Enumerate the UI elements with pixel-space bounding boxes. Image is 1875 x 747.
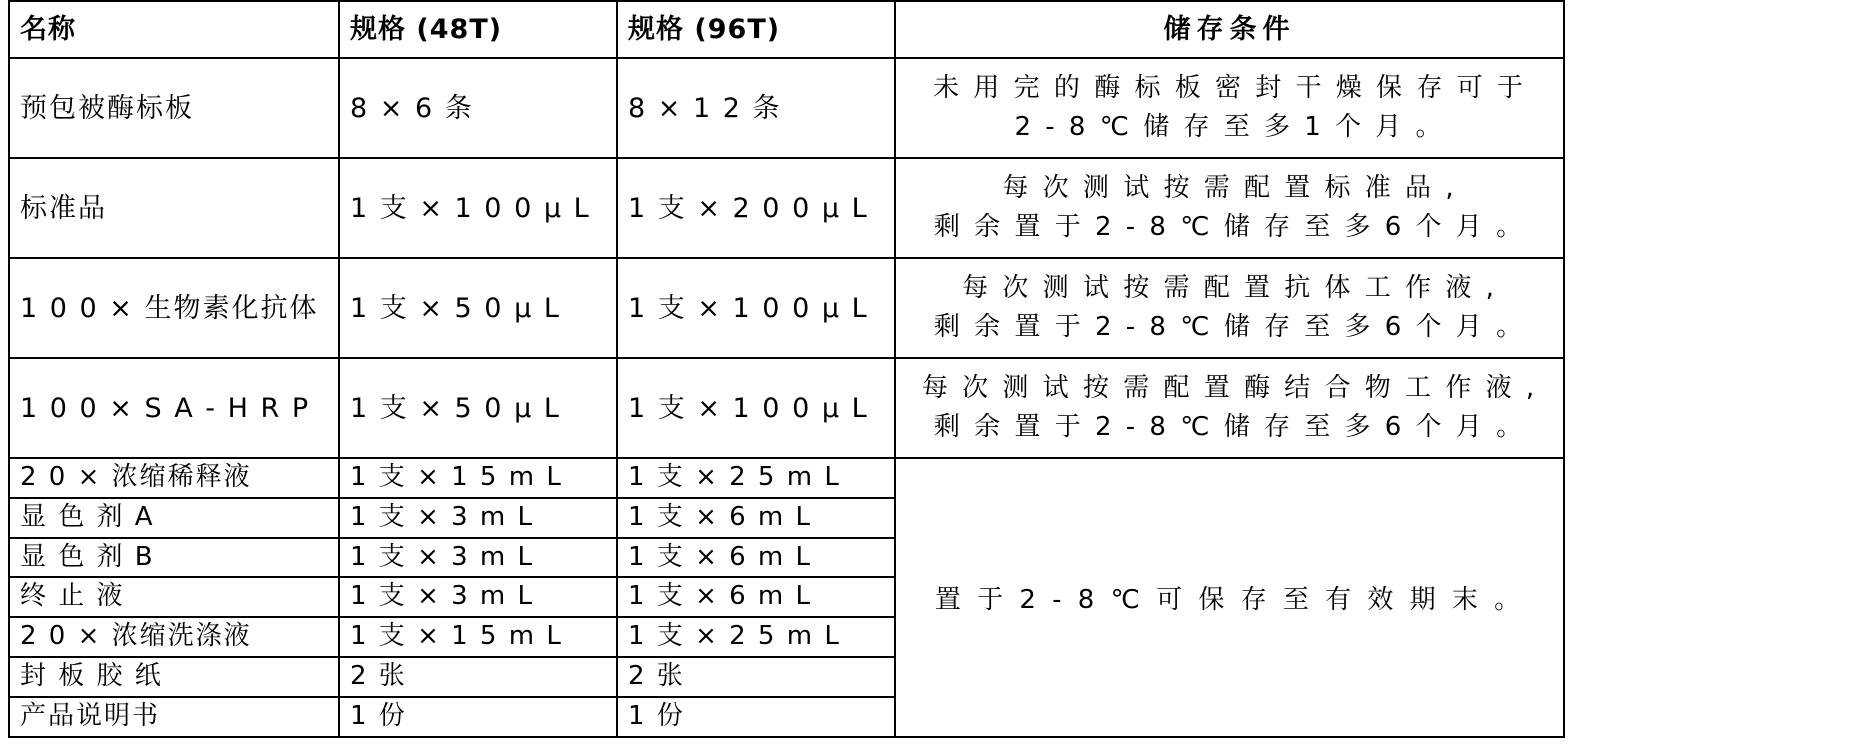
row-spec-96t: 1 支 × 2 5 m L bbox=[628, 621, 841, 652]
row-name: 终 止 液 bbox=[20, 581, 125, 612]
storage-line: 剩 余 置 于 2 - 8 ℃ 储 存 至 多 6 个 月 。 bbox=[933, 412, 1526, 443]
row-name: 显 色 剂 A bbox=[20, 501, 155, 532]
table-header-row bbox=[9, 1, 1564, 58]
row-spec-48t: 1 支 × 1 5 m L bbox=[350, 462, 563, 493]
row-spec-96t: 1 支 × 1 0 0 μ L bbox=[628, 392, 869, 424]
row-spec-48t: 1 支 × 3 m L bbox=[350, 541, 535, 572]
row-storage bbox=[896, 359, 1563, 457]
row-spec-96t: 1 支 × 1 0 0 μ L bbox=[628, 292, 869, 324]
row-spec-96t: 8 × 1 2 条 bbox=[628, 92, 782, 124]
table-row bbox=[9, 258, 1564, 358]
row-name: 标准品 bbox=[20, 192, 107, 224]
table-row bbox=[9, 158, 1564, 258]
storage-line: 剩 余 置 于 2 - 8 ℃ 储 存 至 多 6 个 月 。 bbox=[933, 212, 1526, 243]
row-storage-shared: 置 于 2 - 8 ℃ 可 保 存 至 有 效 期 末 。 bbox=[895, 458, 1564, 737]
row-spec-48t: 8 × 6 条 bbox=[350, 92, 474, 124]
storage-line: 2 - 8 ℃ 储 存 至 多 1 个 月 。 bbox=[1014, 112, 1445, 143]
header-spec-96t: 规格 (96T) bbox=[628, 14, 781, 45]
row-spec-96t: 1 支 × 6 m L bbox=[628, 581, 813, 612]
storage-line: 剩 余 置 于 2 - 8 ℃ 储 存 至 多 6 个 月 。 bbox=[933, 312, 1526, 343]
row-storage bbox=[896, 159, 1563, 257]
row-name: 2 0 × 浓缩洗涤液 bbox=[20, 621, 252, 652]
row-storage bbox=[896, 259, 1563, 357]
kit-components-table bbox=[8, 0, 1565, 738]
storage-line: 每 次 测 试 按 需 配 置 标 准 品 , bbox=[1002, 173, 1457, 204]
row-spec-48t: 1 支 × 3 m L bbox=[350, 501, 535, 532]
row-spec-48t: 1 支 × 1 5 m L bbox=[350, 621, 563, 652]
storage-line: 未 用 完 的 酶 标 板 密 封 干 燥 保 存 可 于 bbox=[933, 73, 1526, 104]
row-spec-48t: 1 支 × 3 m L bbox=[350, 581, 535, 612]
row-spec-96t: 2 张 bbox=[628, 661, 685, 692]
row-spec-96t: 1 份 bbox=[628, 700, 685, 731]
row-name: 1 0 0 × 生物素化抗体 bbox=[20, 292, 319, 324]
header-storage-conditions: 储存条件 bbox=[1163, 14, 1296, 45]
row-name: 预包被酶标板 bbox=[20, 92, 194, 124]
row-spec-96t: 1 支 × 6 m L bbox=[628, 541, 813, 572]
row-spec-96t: 1 支 × 2 5 m L bbox=[628, 462, 841, 493]
header-spec-48t: 规格 (48T) bbox=[350, 14, 503, 45]
row-name: 1 0 0 × S A - H R P bbox=[20, 392, 311, 424]
row-storage bbox=[896, 59, 1563, 157]
header-name: 名称 bbox=[20, 14, 76, 45]
row-name: 封 板 胶 纸 bbox=[20, 661, 163, 692]
storage-line: 每 次 测 试 按 需 配 置 酶 结 合 物 工 作 液 , bbox=[921, 373, 1538, 404]
storage-line: 每 次 测 试 按 需 配 置 抗 体 工 作 液 , bbox=[962, 273, 1497, 304]
row-spec-48t: 1 支 × 1 0 0 μ L bbox=[350, 192, 591, 224]
table-row bbox=[9, 458, 1564, 498]
row-spec-48t: 1 支 × 5 0 μ L bbox=[350, 292, 561, 324]
row-spec-48t: 1 支 × 5 0 μ L bbox=[350, 392, 561, 424]
row-name: 产品说明书 bbox=[20, 700, 161, 731]
row-name: 显 色 剂 B bbox=[20, 541, 155, 572]
row-name: 2 0 × 浓缩稀释液 bbox=[20, 462, 252, 493]
row-spec-48t: 1 份 bbox=[350, 700, 407, 731]
row-spec-48t: 2 张 bbox=[350, 661, 407, 692]
table-row bbox=[9, 358, 1564, 458]
row-spec-96t: 1 支 × 2 0 0 μ L bbox=[628, 192, 869, 224]
row-spec-96t: 1 支 × 6 m L bbox=[628, 501, 813, 532]
table-row bbox=[9, 58, 1564, 158]
